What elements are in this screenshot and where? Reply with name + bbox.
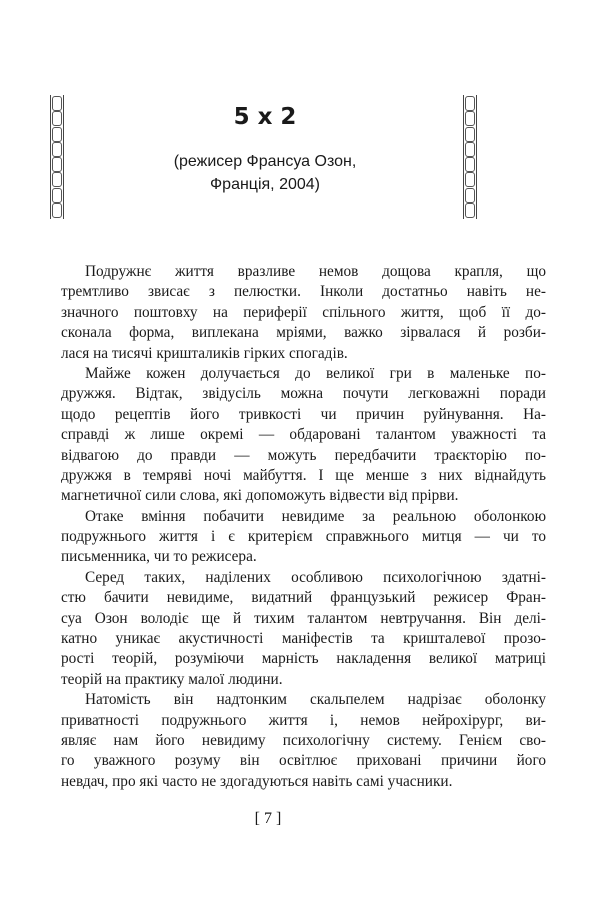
text-line: справді ж лише окремі — обдаровані талантом уважності та	[61, 426, 546, 444]
text-line: подружнього життя і є критерієм справжнього митця — чи то	[61, 528, 546, 546]
text-line: лася на тисячі кришталиків гірких спогадів.	[61, 344, 348, 362]
text-line: відвагою до правди — можуть передбачити траєкторію по-	[61, 446, 546, 464]
text-line: Майже кожен долучається до великої гри в маленьке по-	[85, 364, 546, 382]
text-line: значного поштовху на периферії спільного життя, щоб її до-	[61, 303, 546, 321]
text-line: рості теорій, розуміючи марність накладення великої матриці	[61, 650, 546, 668]
text-line: стю бачити невидиме, видатний французький режисер Фран-	[61, 589, 546, 607]
subtitle-line: (режисер Франсуа Озон,	[173, 153, 357, 170]
text-line: приватності подружнього життя і, немов нейрохірург, ви-	[61, 711, 546, 729]
text-line: катно уникає акустичності маніфестів та кришталевої прозо-	[61, 630, 546, 648]
text-line: щодо рецептів його тривкості чи причин руйнування. На-	[61, 405, 546, 423]
film-frame	[465, 203, 475, 218]
text-line: дружжя в темряві ночі майбуття. І ще менше з них віднайдуть	[61, 466, 546, 484]
page-number: [ 7 ]	[254, 810, 282, 827]
film-frame	[52, 203, 62, 218]
subtitle-line: Франція, 2004)	[210, 176, 320, 193]
text-line: сконала форма, виплекана мріями, важко зірвалася й розби-	[61, 324, 546, 342]
text-line: магнетичної сили слова, які допоможуть відвести від прірви.	[61, 487, 459, 505]
body-text	[61, 262, 546, 792]
text-line: Подружнє життя вразливе немов дощова крапля, що	[85, 263, 546, 280]
text-line: теорій на практику малої людини.	[61, 670, 283, 688]
text-line: Серед таких, наділених особливою психологічною здатні-	[85, 568, 546, 586]
text-line: являє нам його невидиму психологічну систему. Генієм сво-	[61, 731, 546, 749]
text-line: Натомість він надтонким скальпелем надрізає оболонку	[85, 691, 546, 709]
text-line: Отаке вміння побачити невидиме за реальною оболонкою	[85, 507, 546, 525]
chapter-title: 5 x 2	[233, 104, 297, 130]
chapter-subtitle	[50, 150, 480, 196]
text-line: го уважного розуму він освітлює приховані причини його	[61, 752, 546, 770]
text-line: невдач, про які часто не здогадуються навіть самі учасники.	[61, 772, 453, 790]
text-line: суа Озон володіє ще й тихим талантом невтручання. Він делі-	[61, 609, 546, 627]
text-line: тремтливо звисає з пелюстки. Інколи достатньо навіть не-	[61, 283, 546, 301]
text-line: дружжя. Відтак, звідусіль можна почути легковажні поради	[61, 385, 546, 403]
text-line: письменника, чи то режисера.	[61, 548, 257, 566]
